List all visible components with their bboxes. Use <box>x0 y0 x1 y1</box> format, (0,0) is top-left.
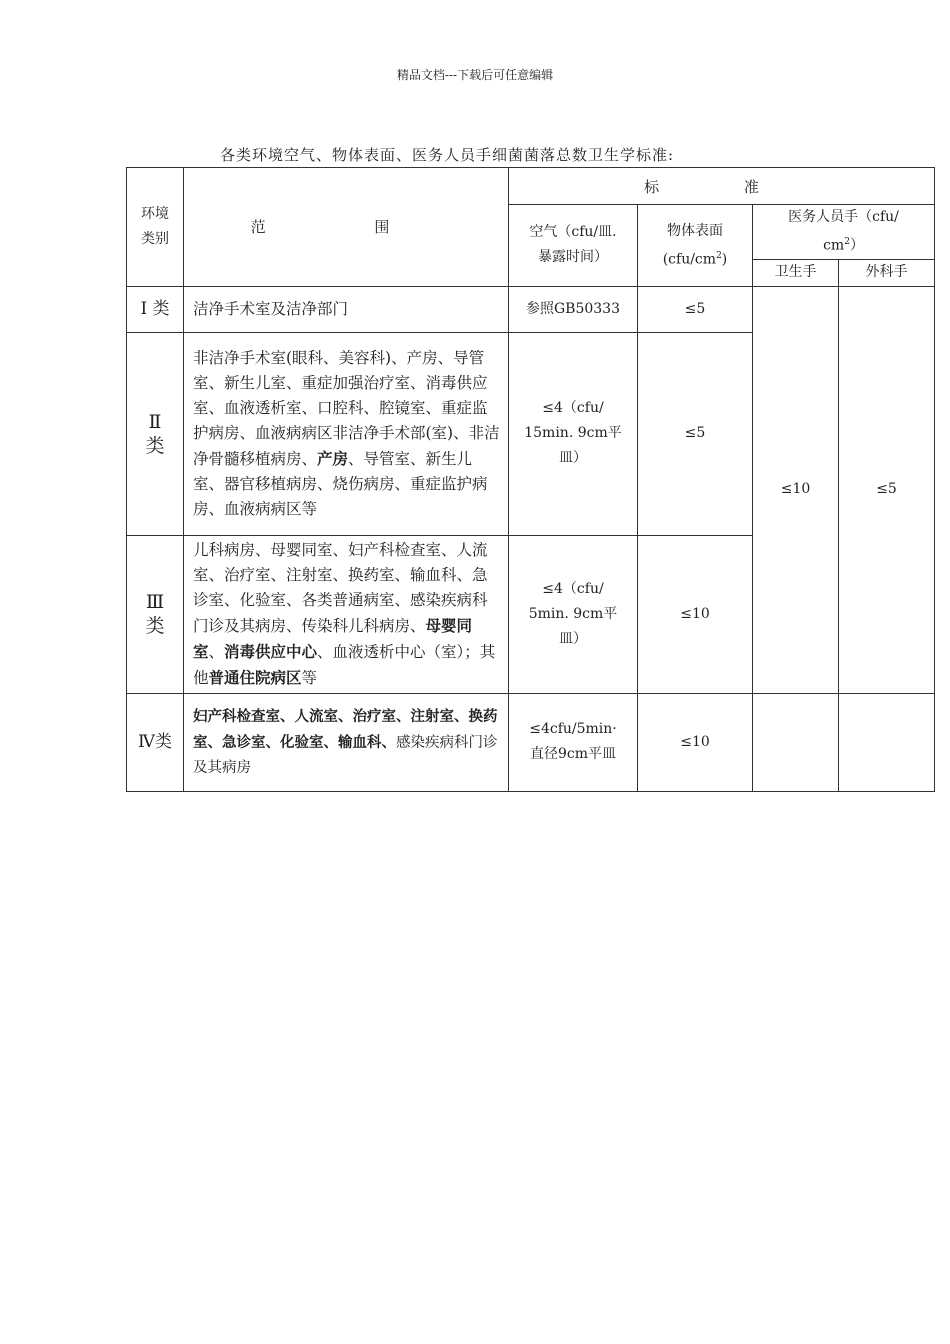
scope-cell <box>184 332 509 535</box>
hygienic-hand-value: ≤10 <box>753 286 839 693</box>
header-surface: 物体表面 $(cfu/cm^2)$ <box>638 205 753 287</box>
surface-cell: ≤5 <box>638 286 753 332</box>
header-air: 空气（cfu/皿. 暴露时间） <box>509 205 638 287</box>
surface-cell: ≤10 <box>638 693 753 791</box>
scope-text: 产房 <box>317 448 349 468</box>
air-cell: ≤4（cfu/ 5min. 9cm平 皿） <box>509 535 638 693</box>
scope-text: 非洁净手术室(眼科、美容科)、产房、导管室、新生儿室、重症加强治疗室、消毒供应室、血液透析室、口腔科、腔镜室、重症监护病房、血液病病区非洁净手术部(室)、非洁净骨髓移植病房、 <box>193 348 500 468</box>
empty-cell <box>839 693 935 791</box>
page-header: 精品文档---下载后可任意编辑 <box>396 68 554 82</box>
header-standard: 标 准 <box>509 168 935 205</box>
header-hygienic-hand: 卫生手 <box>753 259 839 286</box>
table-row <box>127 693 935 791</box>
header-surgical-hand: 外科手 <box>839 259 935 286</box>
standards-table <box>126 167 935 792</box>
scope-cell <box>184 693 509 791</box>
scope-cell <box>184 535 509 693</box>
scope-text: 感染疾病科门诊及其病房 <box>193 734 498 776</box>
scope-text: 、血液透析中心（室）；其他 <box>193 642 496 687</box>
air-cell: ≤4（cfu/ 15min. 9cm平 皿） <box>509 332 638 535</box>
category-cell: Ⅳ类 <box>127 693 184 791</box>
scope-text: 、 <box>208 642 225 661</box>
scope-text: 儿科病房、母婴同室、妇产科检查室、人流室、治疗室、注射室、换药室、输血科、急诊室、化验室、各类普通病室、感染疾病科门诊及其病房、传染科儿科病房、 <box>193 540 488 635</box>
empty-cell <box>753 693 839 791</box>
surface-cell: ≤5 <box>638 332 753 535</box>
scope-text: 等 <box>301 668 318 687</box>
header-staff-hands: 医务人员手（cfu/ $cm^2$） <box>753 205 935 260</box>
surgical-hand-value: ≤5 <box>839 286 935 693</box>
table-row <box>127 286 935 332</box>
table-caption: 各类环境空气、物体表面、医务人员手细菌菌落总数卫生学标准: <box>220 146 675 164</box>
scope-text: 妇产科检查室、人流室、治疗室、注射室、换药室、急诊室、化验室、输血科、 <box>193 707 498 751</box>
scope-text: 消毒供应中心 <box>224 641 318 661</box>
air-cell: 参照GB50333 <box>509 286 638 332</box>
scope-text: 、导管室、新生儿室、器官移植病房、烧伤病房、重症监护病房、血液病病区等 <box>193 449 488 518</box>
header-env-category: 环境 类别 <box>127 168 184 287</box>
category-cell: Ⅰ 类 <box>127 286 184 332</box>
surface-cell: ≤10 <box>638 535 753 693</box>
air-cell: ≤4cfu/5min· 直径9cm平皿 <box>509 693 638 791</box>
header-scope: 范 围 <box>184 168 509 287</box>
scope-text: 洁净手术室及洁净部门 <box>193 299 349 318</box>
scope-text: 母婴同室 <box>193 615 473 661</box>
category-cell: Ⅲ 类 <box>127 535 184 693</box>
category-cell: Ⅱ 类 <box>127 332 184 535</box>
scope-text: 普通住院病区 <box>208 667 302 687</box>
scope-cell <box>184 286 509 332</box>
